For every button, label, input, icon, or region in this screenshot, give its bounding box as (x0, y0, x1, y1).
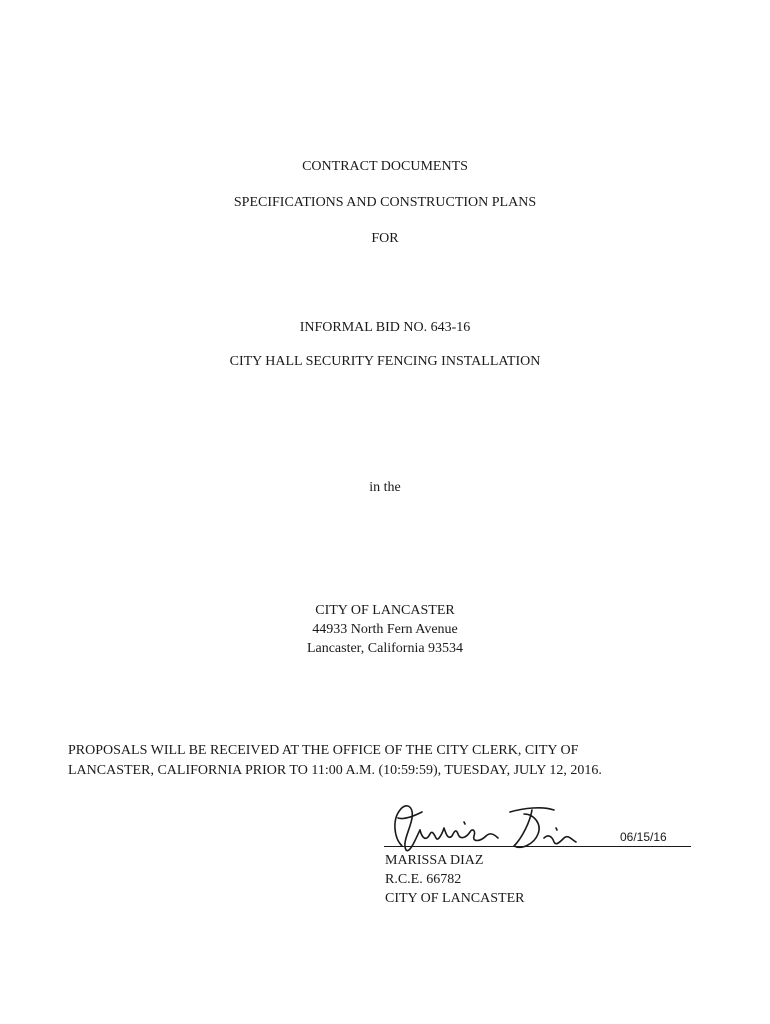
signature-area (384, 798, 694, 858)
signature-date: 06/15/16 (620, 830, 667, 844)
project-name: CITY HALL SECURITY FENCING INSTALLATION (229, 354, 541, 369)
agency-city-state-zip: Lancaster, California 93534 (306, 641, 464, 656)
signer-block (385, 851, 525, 908)
proposals-notice-line-1: PROPOSALS WILL BE RECEIVED AT THE OFFICE OF THE CITY CLERK, CITY OF (68, 743, 579, 758)
signature-line (384, 846, 691, 847)
bid-number: INFORMAL BID NO. 643-16 (299, 320, 471, 335)
document-subtitle: SPECIFICATIONS AND CONSTRUCTION PLANS (233, 195, 537, 210)
proposals-notice (68, 741, 748, 781)
handwritten-signature (384, 798, 694, 858)
for-label: FOR (371, 231, 399, 246)
signer-organization: CITY OF LANCASTER (385, 891, 525, 906)
agency-address-block (0, 601, 770, 658)
agency-street: 44933 North Fern Avenue (312, 622, 458, 637)
agency-name: CITY OF LANCASTER (315, 603, 455, 618)
in-the-label: in the (369, 480, 401, 495)
proposals-notice-line-2: LANCASTER, CALIFORNIA PRIOR TO 11:00 A.M. (10:59:59), TUESDAY, JULY 12, 2016. (68, 763, 602, 778)
signer-name: MARISSA DIAZ (385, 853, 484, 868)
signer-license: R.C.E. 66782 (385, 872, 462, 887)
document-title: CONTRACT DOCUMENTS (302, 159, 468, 174)
